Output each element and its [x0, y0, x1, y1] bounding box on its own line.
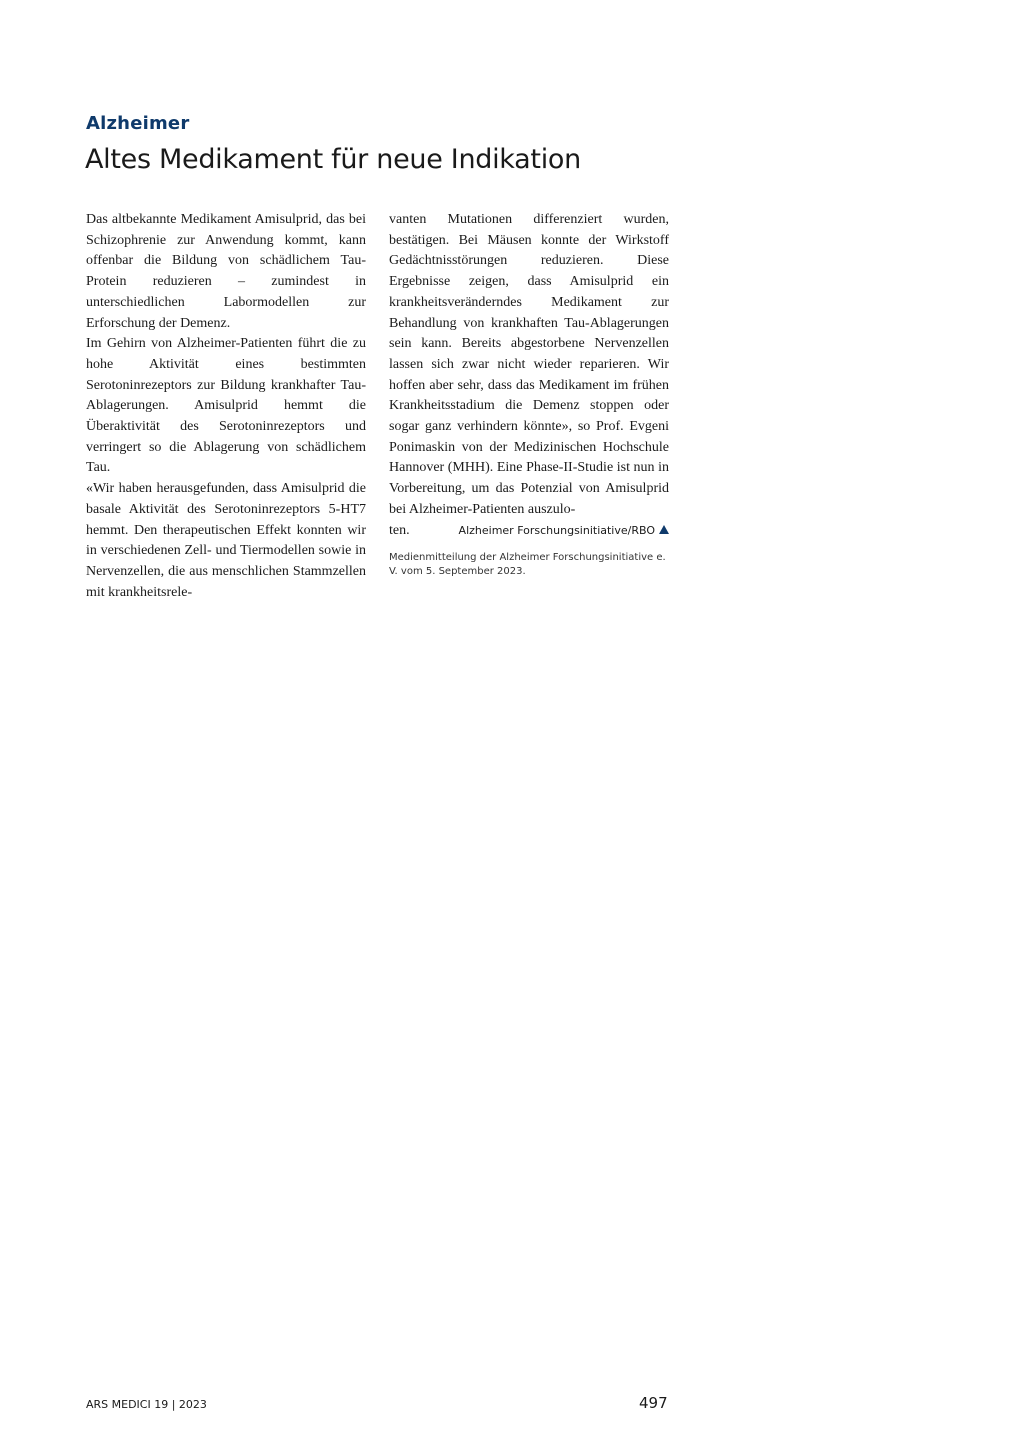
left-column [86, 210, 366, 603]
credit-text: Alzheimer Forschungsinitiative/RBO [458, 523, 655, 537]
triangle-up-icon [659, 525, 669, 534]
footer-publication: ARS MEDICI 19 | 2023 [86, 1398, 207, 1411]
article-credit [459, 521, 669, 542]
source-note: Medienmitteilung der Alzheimer Forschungsinitiative e. V. vom 5. September 2023. [389, 552, 666, 578]
paragraph: Im Gehirn von Alzheimer-Patienten führt die zu hohe Aktivität eines bestimmten Serotoninrezeptors zur Bildung krankhafter Tau-Ablagerungen. Amisulprid hemmt die Überaktivität des Serotoninrezeptors und verringert so die Ablagerung von schädlichem Tau. [86, 336, 366, 476]
right-column [389, 210, 669, 579]
paragraph: Das altbekannte Medikament Amisulprid, das bei Schizophrenie zur Anwendung kommt, kann offenbar die Bildung von schädlichem Tau-Protein reduzieren – zumindest in unterschiedlichen Labormodellen zur Erforschung der Demenz. [86, 212, 366, 331]
paragraph-end: ten. [389, 522, 410, 538]
article-title: Altes Medikament für neue Indikation [85, 144, 581, 175]
page-number: 497 [639, 1394, 668, 1412]
section-kicker: Alzheimer [86, 113, 190, 134]
paragraph: vanten Mutationen differenziert wurden, bestätigen. Bei Mäusen konnte der Wirkstoff Gedächtnisstörungen reduzieren. Diese Ergebnisse zeigen, dass Amisulprid ein krankheitsveränderndes Medikament zur Behandlung von krankhaften Tau-Ablagerungen sein kann. Bereits abgestorbene Nervenzellen lassen sich zwar nicht wieder reparieren. Wir hoffen aber sehr, dass das Medikament im frühen Krankheitsstadium die Demenz stoppen oder sogar ganz verhindern könnte», so Prof. Evgeni Ponimaskin von der Medizinischen Hochschule Hannover (MHH). Eine Phase-II-Studie ist nun in Vorbereitung, um das Potenzial von Amisulprid bei Alzheimer-Patienten auszulo- [389, 212, 669, 517]
credit-line [389, 521, 669, 542]
paragraph: «Wir haben herausgefunden, dass Amisulprid die basale Aktivität des Serotoninrezeptors 5-HT7 hemmt. Den therapeutischen Effekt konnten wir in verschiedenen Zell- und Tiermodellen sowie in Nervenzellen, die aus menschlichen Stammzellen mit krankheitsrele- [86, 481, 366, 600]
